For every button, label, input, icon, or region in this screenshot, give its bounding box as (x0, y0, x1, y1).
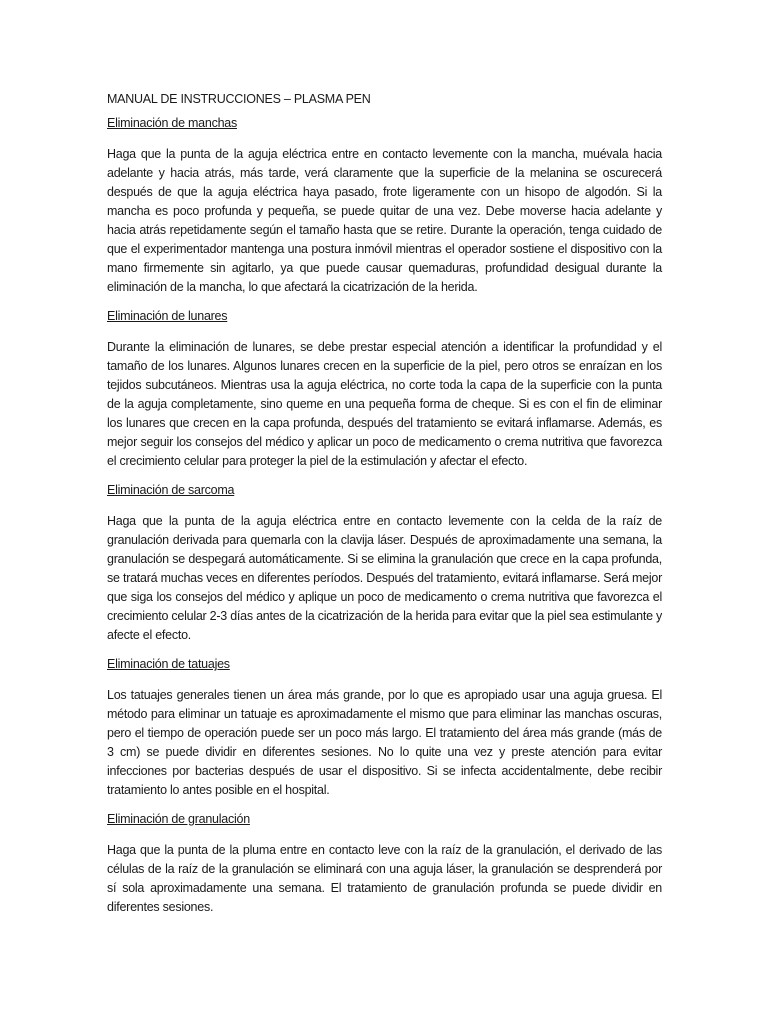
section-paragraph: Haga que la punta de la aguja eléctrica entre en contacto levemente con la mancha, muévala hacia adelante y hacia atrás, más tarde, verá claramente que la superficie de la melanina se oscurecerá después de que la aguja eléctrica haya pasado, frote ligeramente con un hisopo de algodón. Si la mancha es poco profunda y pequeña, se puede quitar de una vez. Debe moverse hacia adelante y hacia atrás repetidamente según el tamaño hasta que se retire. Durante la operación, tenga cuidado de que el experimentador mantenga una postura inmóvil mientras el operador sostiene el dispositivo con la mano firmemente sin agitarlo, ya que puede causar quemaduras, profundidad desigual durante la eliminación de la mancha, lo que afectará la cicatrización de la herida. (107, 147, 662, 294)
section-granulacion (107, 810, 662, 917)
section-paragraph: Haga que la punta de la pluma entre en contacto leve con la raíz de la granulación, el derivado de las células de la raíz de la granulación se eliminará con una aguja láser, la granulación se desprenderá por sí sola aproximadamente una semana. El tratamiento de granulación profunda se puede dividir en diferentes sesiones. (107, 843, 662, 914)
section-sarcoma (107, 481, 662, 645)
section-heading: Eliminación de manchas (107, 116, 237, 130)
section-heading: Eliminación de lunares (107, 309, 228, 323)
section-heading: Eliminación de sarcoma (107, 483, 235, 497)
section-tatuajes (107, 655, 662, 800)
section-paragraph: Haga que la punta de la aguja eléctrica entre en contacto levemente con la celda de la raíz de granulación derivada para quemarla con la clavija láser. Después de aproximadamente una semana, la granulación se despegará automáticamente. Si se elimina la granulación que crece en la capa profunda, se tratará muchas veces en diferentes períodos. Después del tratamiento, evitará inflamarse. Será mejor que siga los consejos del médico y aplique un poco de medicamento o crema nutritiva que favorezca el crecimiento celular 2-3 días antes de la cicatrización de la herida para evitar que la piel sea estimulante y afecte el efecto. (107, 514, 663, 642)
document-title: MANUAL DE INSTRUCCIONES – PLASMA PEN (107, 92, 371, 106)
section-paragraph: Los tatuajes generales tienen un área más grande, por lo que es apropiado usar una aguja gruesa. El método para eliminar un tatuaje es aproximadamente el mismo que para eliminar las manchas oscuras, pero el tiempo de operación puede ser un poco más largo. El tratamiento del área más grande (más de 3 cm) se puede dividir en diferentes sesiones. No lo quite una vez y preste atención para evitar infecciones por bacterias después de usar el dispositivo. Si se infecta accidentalmente, debe recibir tratamiento lo antes posible en el hospital. (107, 688, 662, 797)
section-lunares (107, 307, 662, 471)
section-paragraph: Durante la eliminación de lunares, se debe prestar especial atención a identificar la profundidad y el tamaño de los lunares. Algunos lunares crecen en la superficie de la piel, pero otros se enraízan en los tejidos subcutáneos. Mientras usa la aguja eléctrica, no corte toda la capa de la superficie con la punta de la aguja completamente, sino queme en una pequeña forma de cheque. Si es con el fin de eliminar los lunares que crecen en la capa profunda, después del tratamiento se evitará inflamarse. Además, es mejor seguir los consejos del médico y aplicar un poco de medicamento o crema nutritiva que favorezca el crecimiento celular para proteger la piel de la estimulación y afectar el efecto. (107, 340, 662, 468)
section-heading: Eliminación de tatuajes (107, 657, 230, 671)
document-page (107, 90, 662, 927)
section-manchas (107, 114, 662, 297)
section-heading: Eliminación de granulación (107, 812, 250, 826)
